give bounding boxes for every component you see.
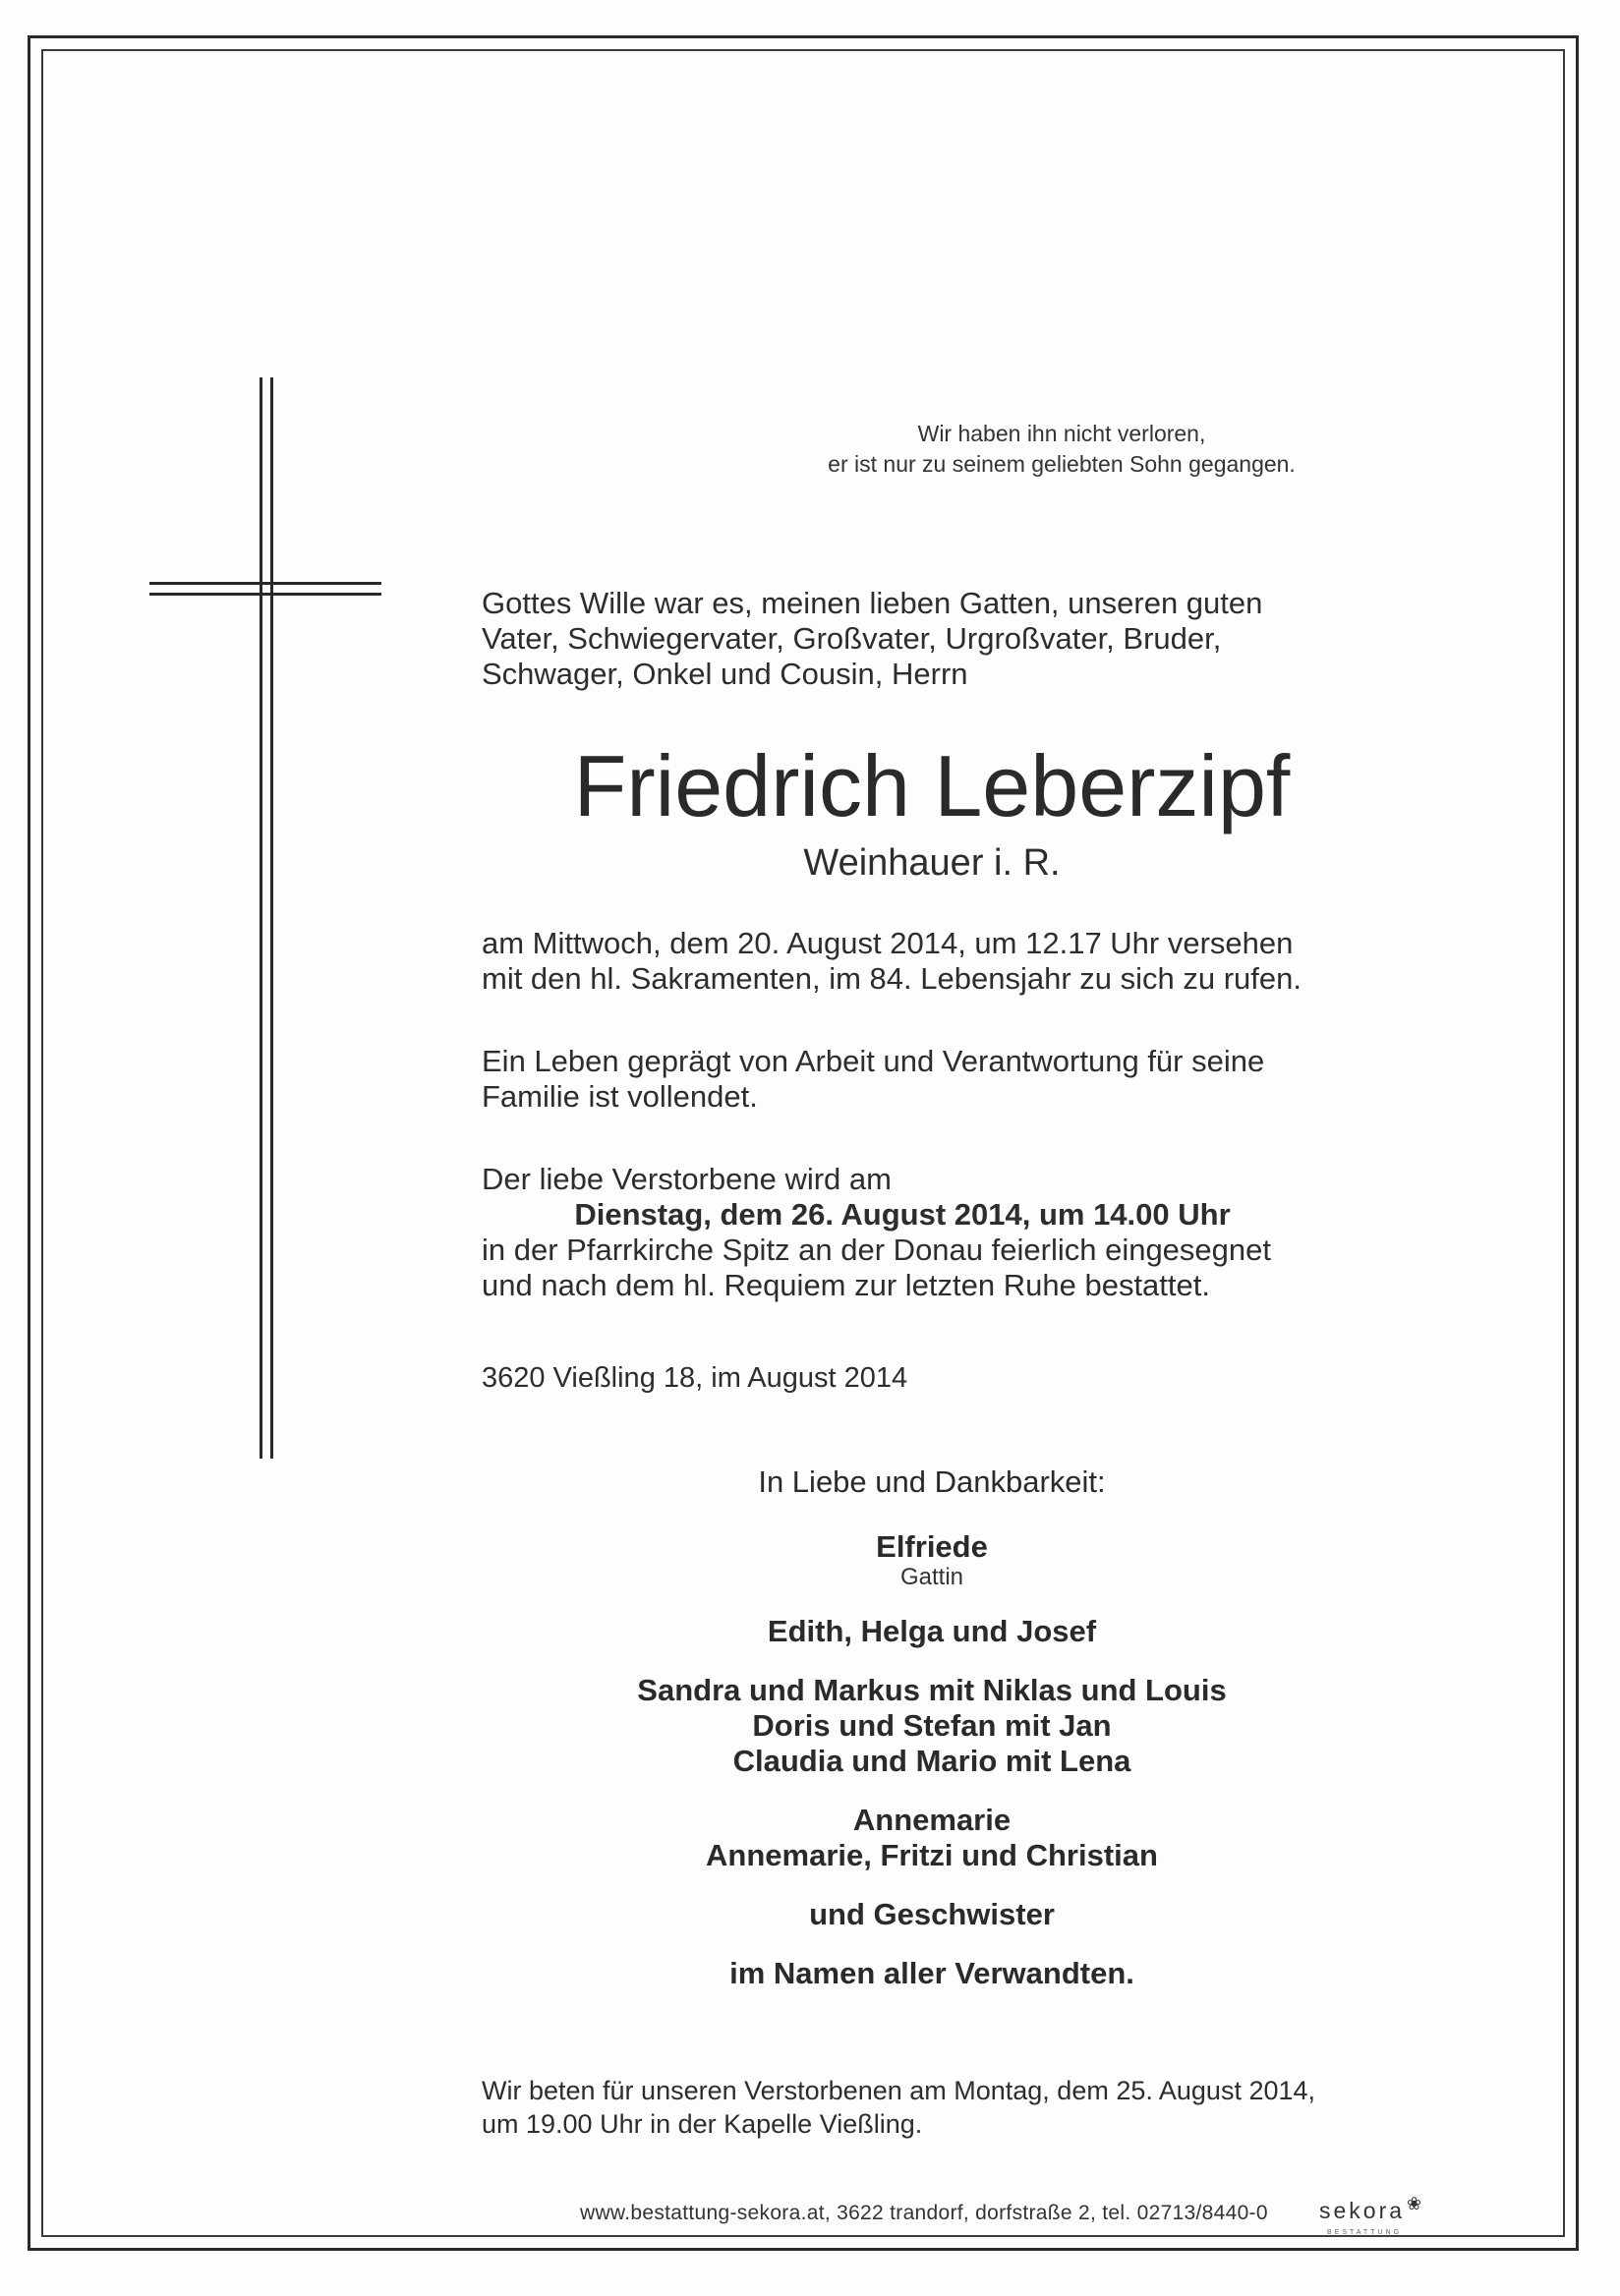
mourners-list xyxy=(482,1464,1382,2015)
life-line: Familie ist vollendet. xyxy=(482,1079,758,1114)
deceased-name: Friedrich Leberzipf xyxy=(573,737,1291,834)
cross-bar xyxy=(149,582,381,596)
motto-line: er ist nur zu seinem geliebten Sohn gegangen. xyxy=(828,451,1296,477)
bird-icon: ❀ xyxy=(1407,2194,1425,2213)
rosary-line: Wir beten für unseren Verstorbenen am Montag, dem 25. August 2014, xyxy=(482,2076,1316,2105)
intro-line: Schwager, Onkel und Cousin, Herrn xyxy=(482,657,968,691)
logo-text: sekora xyxy=(1319,2198,1406,2223)
intro-line: Vater, Schwiegervater, Großvater, Urgroßvater, Bruder, xyxy=(482,621,1222,656)
mourner-name: Sandra und Markus mit Niklas und Louis xyxy=(637,1673,1227,1707)
rosary-line: um 19.00 Uhr in der Kapelle Vießling. xyxy=(482,2109,923,2139)
death-paragraph xyxy=(482,926,1382,997)
death-line: mit den hl. Sakramenten, im 84. Lebensjahr zu sich zu rufen. xyxy=(482,961,1302,996)
cross-icon xyxy=(260,377,273,1459)
mourner-group-others xyxy=(482,1803,1382,1873)
rosary-paragraph xyxy=(482,2074,1382,2141)
mourner-group-siblings xyxy=(482,1897,1382,1932)
mourner-name: und Geschwister xyxy=(809,1897,1055,1931)
funeral-paragraph xyxy=(482,1162,1382,1303)
mourner-relation: Gattin xyxy=(899,1564,964,1590)
mourners-heading: In Liebe und Dankbarkeit: xyxy=(758,1464,1106,1499)
mourner-closing: im Namen aller Verwandten. xyxy=(729,1956,1134,1990)
death-line: am Mittwoch, dem 20. August 2014, um 12.17 Uhr versehen xyxy=(482,926,1294,960)
mourner-name: Edith, Helga und Josef xyxy=(767,1614,1097,1648)
intro-paragraph xyxy=(482,586,1382,692)
mourner-group-grandchildren xyxy=(482,1673,1382,1779)
motto-quote xyxy=(747,419,1376,480)
mourner-group-children xyxy=(482,1614,1382,1649)
mourner-group-closing xyxy=(482,1956,1382,1991)
funeral-line: in der Pfarrkirche Spitz an der Donau feierlich eingesegnet xyxy=(482,1233,1272,1267)
mourner-name: Claudia und Mario mit Lena xyxy=(732,1744,1131,1778)
funeral-line: und nach dem hl. Requiem zur letzten Ruhe bestattet. xyxy=(482,1268,1210,1302)
mourner-name: Annemarie, Fritzi und Christian xyxy=(706,1838,1158,1872)
funeral-date: Dienstag, dem 26. August 2014, um 14.00 Uhr xyxy=(574,1197,1231,1232)
sekora-logo xyxy=(1319,2194,1425,2224)
footer-contact: www.bestattung-sekora.at, 3622 trandorf, dorfstraße 2, tel. 02713/8440-0 xyxy=(580,2202,1268,2224)
mourner-group-widow xyxy=(482,1529,1382,1590)
motto-line: Wir haben ihn nicht verloren, xyxy=(917,421,1206,446)
logo-subtitle: BESTATTUNG xyxy=(1327,2229,1403,2236)
life-paragraph xyxy=(482,1044,1382,1115)
mourner-name: Doris und Stefan mit Jan xyxy=(752,1708,1112,1743)
intro-line: Gottes Wille war es, meinen lieben Gatten, unseren guten xyxy=(482,586,1263,620)
funeral-line: Der liebe Verstorbene wird am xyxy=(482,1162,892,1196)
place-date: 3620 Vießling 18, im August 2014 xyxy=(482,1362,908,1394)
mourner-name: Elfriede xyxy=(876,1529,988,1564)
deceased-profession: Weinhauer i. R. xyxy=(803,842,1061,884)
mourner-name: Annemarie xyxy=(852,1803,1012,1837)
life-line: Ein Leben geprägt von Arbeit und Verantwortung für seine xyxy=(482,1044,1265,1078)
